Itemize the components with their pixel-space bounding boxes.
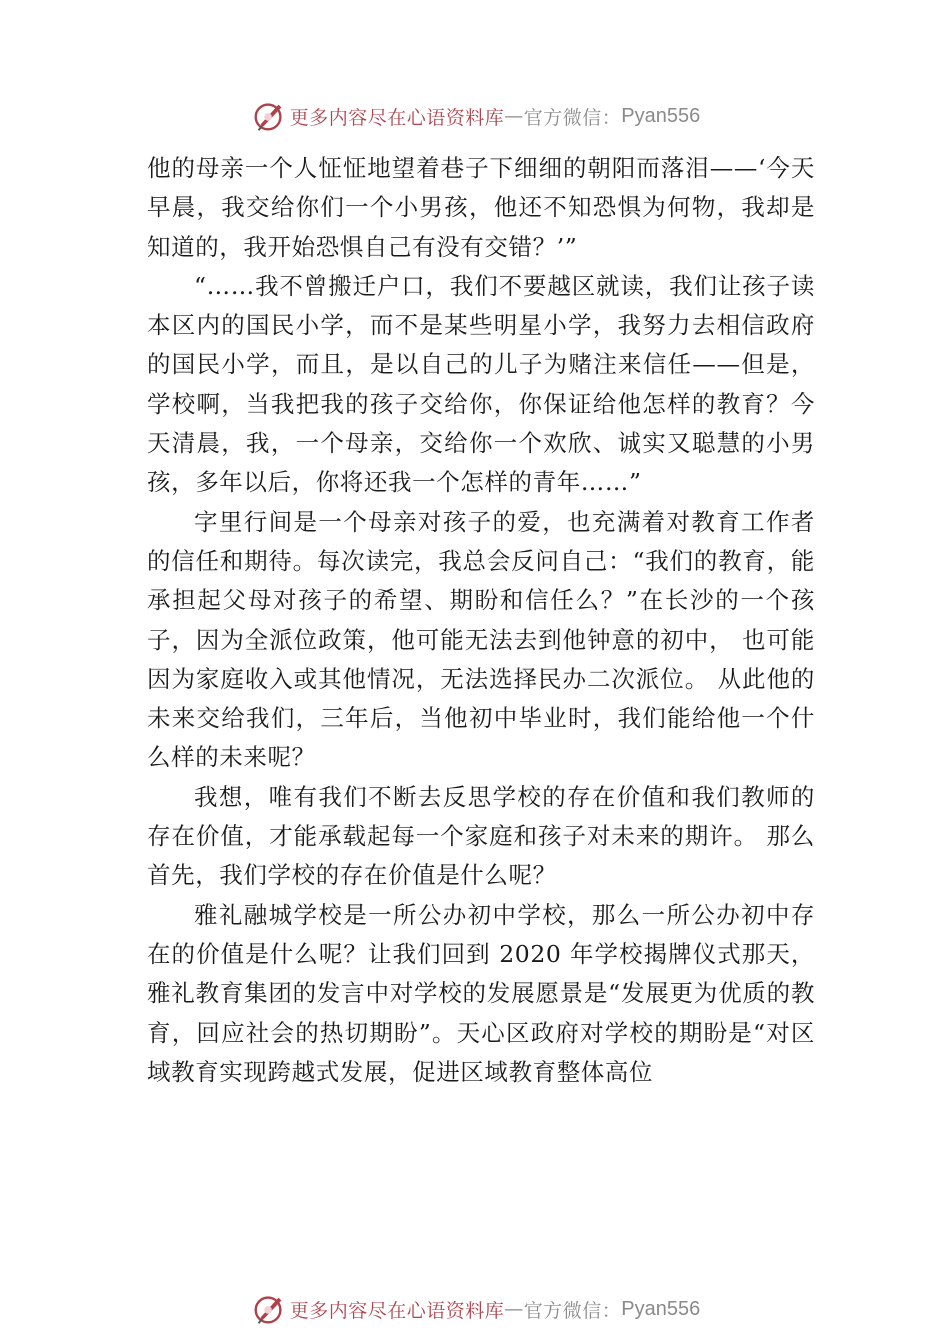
paragraph-4: 我想，唯有我们不断去反思学校的存在价值和我们教师的存在价值，才能承载起每一个家庭和孩子对未来的期许。 那么首先，我们学校的存在价值是什么呢？ xyxy=(147,782,815,890)
header-label: 官方微信： xyxy=(523,106,622,129)
paragraph-2: “……我不曾搬迁户口，我们不要越区就读，我们让孩子读本区内的国民小学，而不是某些明星小学，我努力去相信政府的国民小学，而且，是以自己的儿子为赌注来信任——但是，学校啊，当我把我的孩子交给你，你保证给他怎样的教育？今天清晨，我，一个母亲，交给你一个欢欣、诚实又聪慧的小男孩，多年以后，你将还我一个怎样的青年……” xyxy=(147,271,815,497)
quill-logo-icon xyxy=(250,1290,288,1328)
quill-logo-icon xyxy=(250,97,288,135)
footer-title: 更多内容尽在心语资料库 xyxy=(289,1299,505,1322)
paragraph-5: 雅礼融城学校是一所公办初中学校，那么一所公办初中存在的价值是什么呢？让我们回到 2020 年学校揭牌仪式那天，雅礼教育集团的发言中对学校的发展愿景是“发展更为优质的教育，回应社会的热切期盼”。天心区政府对学校的期盼是“对区域教育实现跨越式发展，促进区域教育整体高位 xyxy=(147,900,815,1086)
document-body xyxy=(147,149,815,1092)
footer-wechat-id: Pyan556 xyxy=(621,1297,701,1320)
page-header-watermark xyxy=(0,96,950,136)
page-footer-watermark xyxy=(0,1289,950,1329)
header-separator: — xyxy=(504,105,524,127)
paragraph-3: 字里行间是一个母亲对孩子的爱，也充满着对教育工作者的信任和期待。每次读完，我总会反问自己：“我们的教育，能承担起父母对孩子的希望、期盼和信任么？”在长沙的一个孩子，因为全派位政策，他可能无法去到他钟意的初中， 也可能因为家庭收入或其他情况，无法选择民办二次派位。 从此他的未来交给我们，三年后，当他初中毕业时，我们能给他一个什么样的未来呢？ xyxy=(147,507,815,772)
footer-label: 官方微信： xyxy=(523,1299,622,1322)
header-title: 更多内容尽在心语资料库 xyxy=(289,106,505,129)
header-wechat-id: Pyan556 xyxy=(621,104,701,127)
footer-separator: — xyxy=(504,1298,524,1320)
paragraph-1: 他的母亲一个人怔怔地望着巷子下细细的朝阳而落泪——‘今天早晨，我交给你们一个小男孩，他还不知恐惧为何物，我却是知道的，我开始恐惧自己有没有交错？’” xyxy=(147,154,815,261)
